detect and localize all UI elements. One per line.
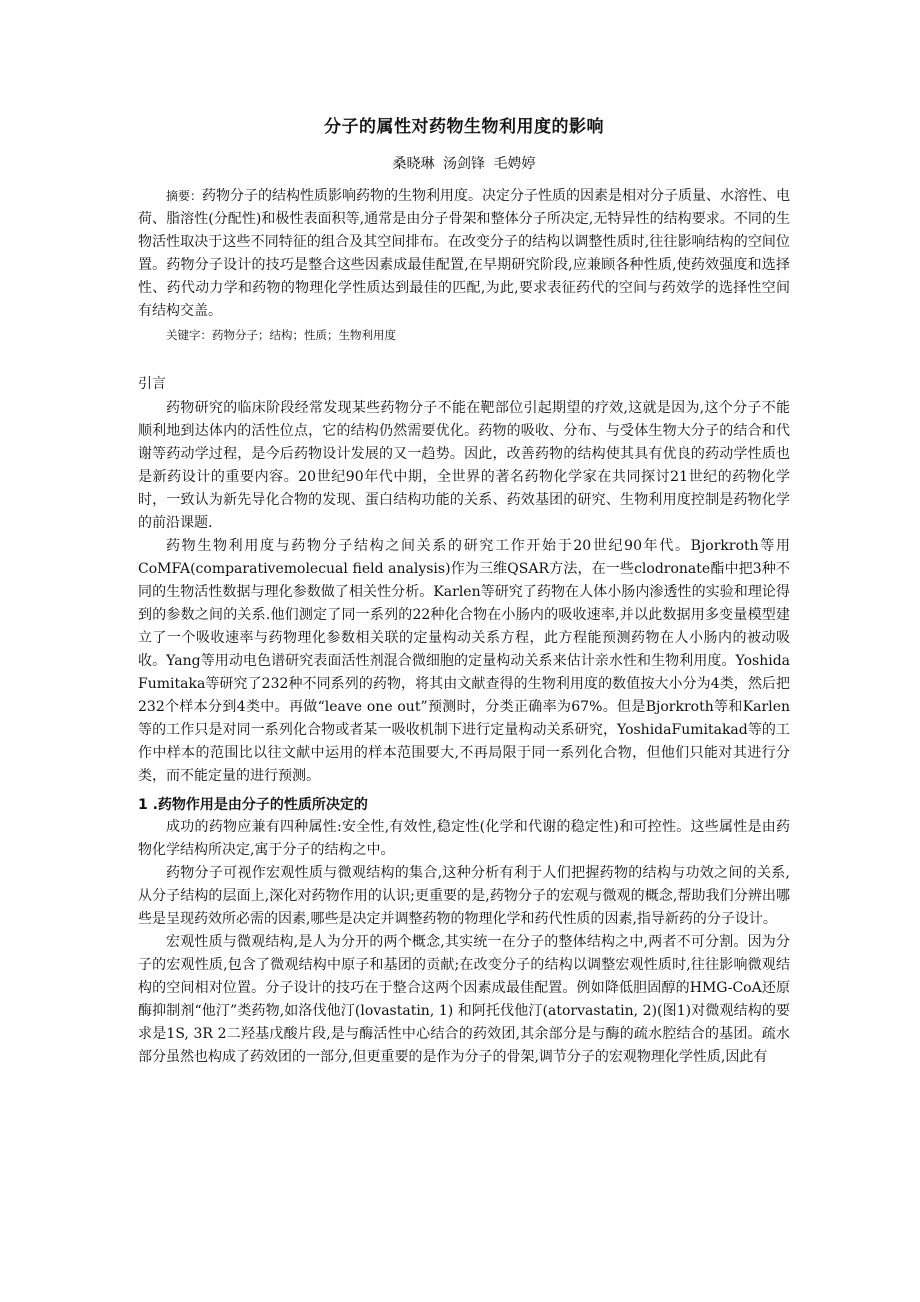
intro-heading: 引言 <box>138 376 166 392</box>
section-1-paragraph-2: 药物分子可视作宏观性质与微观结构的集合,这种分析有利于人们把握药物的结构与功效之间的关系,从分子结构的层面上,深化对药物作用的认识;更重要的是,药物分子的宏观与微观的概念,帮助我们分辨出哪些是呈现药效所必需的因素,哪些是决定并调整药物的物理化学和药代性质的因素,指导新药的分子设计。 <box>138 865 790 927</box>
paper-title: 分子的属性对药物生物利用度的影响 <box>324 117 604 137</box>
authors: 桑晓琳 汤剑锋 毛娉婷 <box>392 156 536 172</box>
abstract-text: 药物分子的结构性质影响药物的生物利用度。决定分子性质的因素是相对分子质量、水溶性、电荷、脂溶性(分配性)和极性表面积等,通常是由分子骨架和整体分子所决定,无特异性的结构要求。不同的生物活性取决于这些不同特征的组合及其空间排布。在改变分子的结构以调整性质时,往往影响结构的空间位置。药物分子设计的技巧是整合这些因素成最佳配置,在早期研究阶段,应兼顾各种性质,使药效强度和选择性、药代动力学和药物的物理化学性质达到最佳的匹配,为此,要求表征药代的空间与药效学的选择性空间有结构交盖。 <box>138 188 791 319</box>
keywords: 关键字：药物分子；结构；性质；生物利用度 <box>166 328 396 342</box>
intro-paragraph-1: 药物研究的临床阶段经常发现某些药物分子不能在靶部位引起期望的疗效,这就是因为,这个分子不能顺利地到达体内的活性位点，它的结构仍然需要优化。药物的吸收、分布、与受体生物大分子的结合和代谢等药动学过程，是今后药物设计发展的又一趋势。因此，改善药物的结构使其具有优良的药动学性质也是新药设计的重要内容。20世纪90年代中期，全世界的著名药物化学家在共同探讨21世纪的药物化学时，一致认为新先导化合物的发现、蛋白结构功能的关系、药效基团的研究、生物利用度控制是药物化学的前沿课题. <box>138 400 790 531</box>
section-1-heading: 1 .药物作用是由分子的性质所决定的 <box>138 797 368 813</box>
abstract <box>138 185 790 323</box>
section-1-paragraph-1: 成功的药物应兼有四种属性:安全性,有效性,稳定性(化学和代谢的稳定性)和可控性。这些属性是由药物化学结构所决定,寓于分子的结构之中。 <box>138 819 790 858</box>
document-page <box>138 112 790 1069</box>
abstract-label: 摘要： <box>166 189 203 203</box>
section-1-paragraph-3: 宏观性质与微观结构,是人为分开的两个概念,其实统一在分子的整体结构之中,两者不可分割。因为分子的宏观性质,包含了微观结构中原子和基团的贡献;在改变分子的结构以调整宏观性质时,往往影响微观结构的空间相对位置。分子设计的技巧在于整合这两个因素成最佳配置。例如降低胆固醇的HMG-CoA还原酶抑制剂“他汀”类药物,如洛伐他汀(lovastatin, 1) 和阿托伐他汀(atorvastatin, 2)(图1)对微观结构的要求是1S, 3R 2二羟基戊酸片段,是与酶活性中心结合的药效团,其余部分是与酶的疏水腔结合的基团。疏水部分虽然也构成了药效团的一部分,但更重要的是作为分子的骨架,调节分子的宏观物理化学性质,因此有 <box>138 934 790 1065</box>
intro-paragraph-2: 药物生物利用度与药物分子结构之间关系的研究工作开始于20世纪90年代。Bjorkroth等用CoMFA(comparativemolecual field analysis)作为三维QSAR方法，在一些clodronate酯中把3种不同的生物活性数据与理化参数做了相关性分析。Karlen等研究了药物在人体小肠内渗透性的实验和理论得到的参数之间的关系.他们测定了同一系列的22种化合物在小肠内的吸收速率,并以此数据用多变量模型建立了一个吸收速率与药物理化参数相关联的定量构动关系方程，此方程能预测药物在人小肠内的被动吸收。Yang等用动电色谱研究表面活性剂混合微细胞的定量构动关系来估计亲水性和生物利用度。Yoshida Fumitaka等研究了232种不同系列的药物，将其由文献查得的生物利用度的数值按大小分为4类，然后把232个样本分到4类中。再做“leave one out”预测时，分类正确率为67%。但是Bjorkroth等和Karlen等的工作只是对同一系列化合物或者某一吸收机制下进行定量构动关系研究，YoshidaFumitakad等的工作中样本的范围比以往文献中运用的样本范围要大,不再局限于同一系列化合物，但他们只能对其进行分类，而不能定量的进行预测。 <box>138 538 790 784</box>
